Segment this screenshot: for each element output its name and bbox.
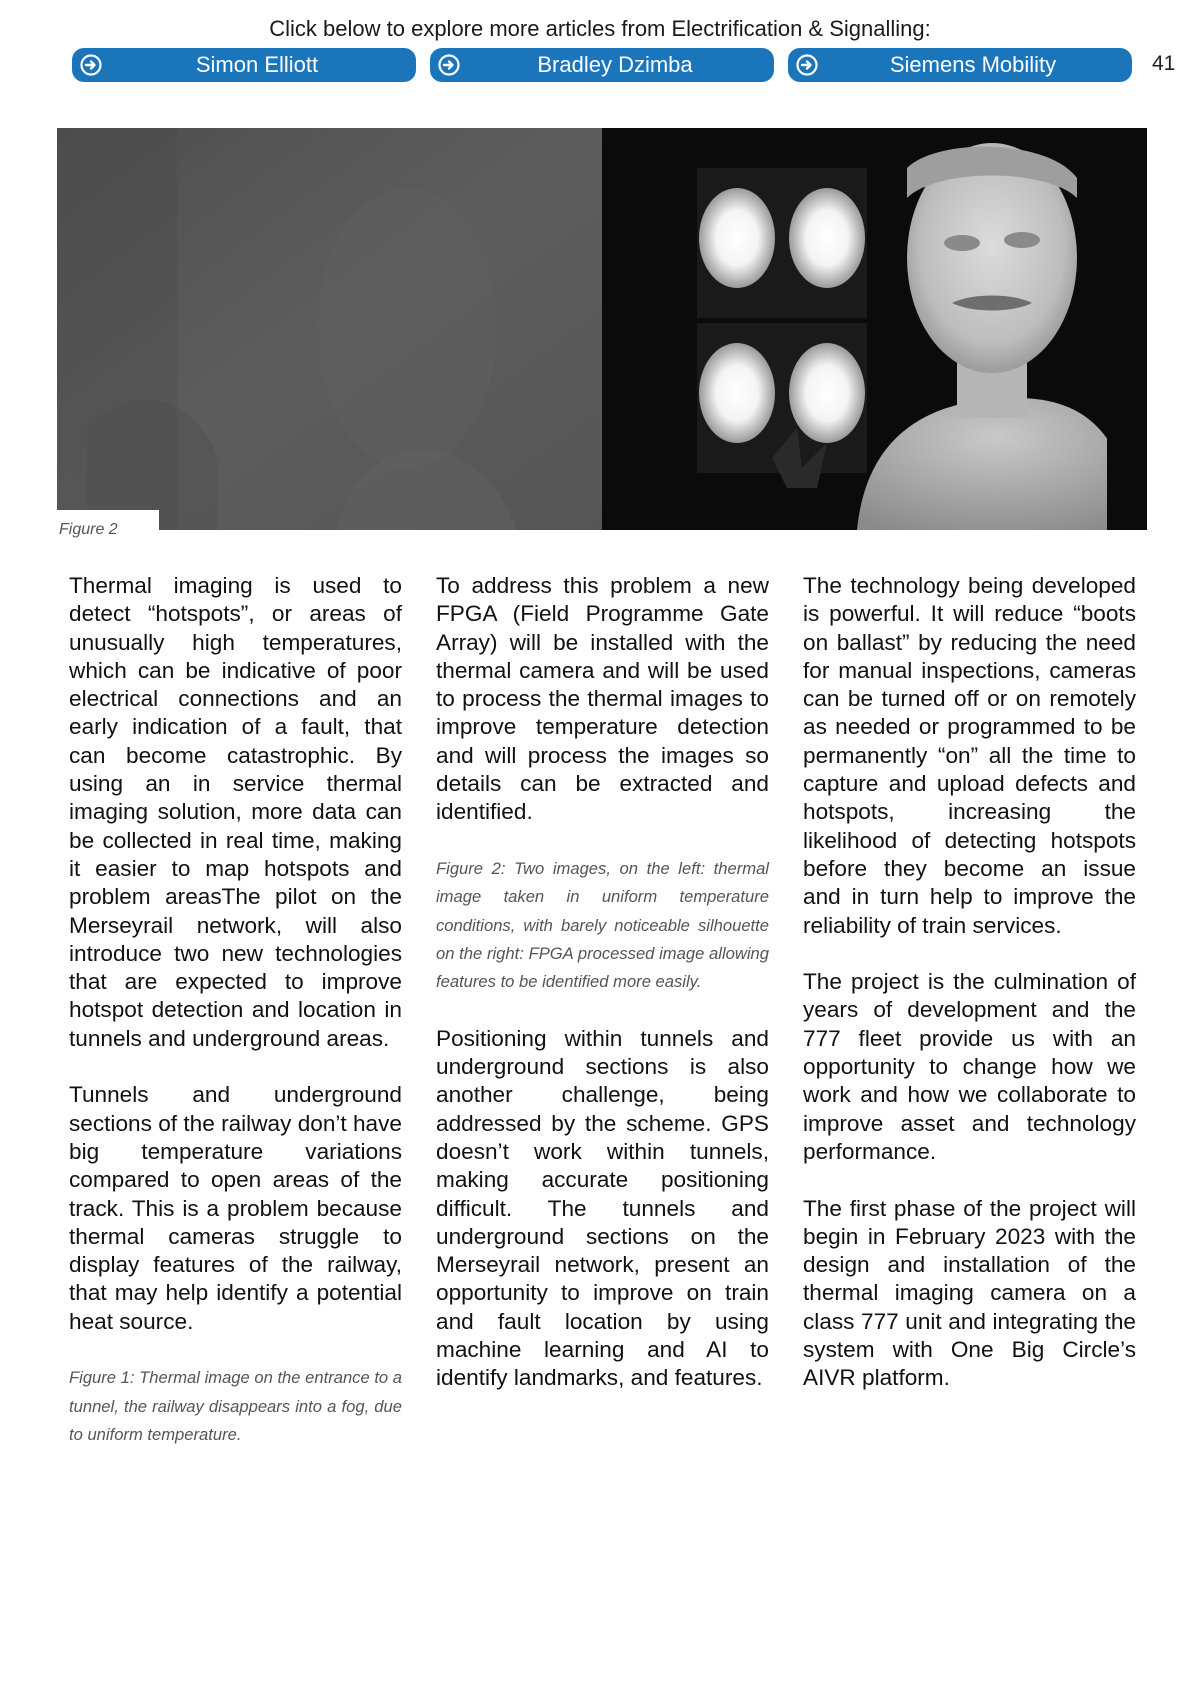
thermal-image-pair (57, 128, 1147, 530)
paragraph: Positioning within tunnels and underground sections is also another challenge, being addressed by the scheme. GPS doesn’t work within tunnels, making accurate positioning difficult. The tunnels and underground sections on the Merseyrail network, present an opportunity to improve on train and fault location by using machine learning and AI to identify landmarks, and features. (436, 1025, 769, 1391)
right-fpga-processed-image (602, 128, 1147, 530)
figure-2-caption: Figure 2: Two images, on the left: thermal image taken in uniform temperature conditions, with barely noticeable silhouette on the right: FPGA processed image allowing features to be identified more easily. (436, 858, 769, 992)
left-thermal-image (57, 128, 602, 530)
arrow-right-circle-icon (438, 54, 460, 76)
figure-2-thermal-images (57, 128, 1147, 530)
link-siemens-mobility[interactable] (788, 48, 1132, 82)
article-column-1 (69, 572, 402, 1478)
link-bradley-dzimba[interactable] (430, 48, 774, 82)
related-articles-prompt: Click below to explore more articles from Electrification & Signalling: (269, 16, 931, 41)
paragraph: Tunnels and underground sections of the railway don’t have big temperature variations compared to open areas of the track. This is a problem because thermal cameras struggle to display features of the railway, that may help identify a potential heat source. (69, 1082, 402, 1334)
paragraph: The project is the culmination of years of development and the 777 fleet provide us with an opportunity to change how we work and how we collaborate to improve asset and technology performance. (803, 969, 1136, 1164)
link-label: Bradley Dzimba (537, 52, 693, 77)
page-number: 41 (1152, 52, 1176, 75)
article-column-3 (803, 572, 1136, 1421)
paragraph: The technology being developed is powerful. It will reduce “boots on ballast” by reducing the need for manual inspections, cameras can be turned off or on remotely as needed or programmed to be permanently “on” all the time to capture and upload defects and hotspots, increasing the likelihood of detecting hotspots before they become an issue and in turn help to improve the reliability of train services. (803, 573, 1136, 938)
paragraph: To address this problem a new FPGA (Field Programme Gate Array) will be installed with the thermal camera and will be used to process the thermal images to improve temperature detection and will process the images so details can be extracted and identified. (436, 573, 769, 825)
link-simon-elliott[interactable] (72, 48, 416, 82)
figure-label: Figure 2 (59, 521, 118, 538)
article-column-2 (436, 572, 769, 1421)
arrow-right-circle-icon (796, 54, 818, 76)
figure-1-caption: Figure 1: Thermal image on the entrance to a tunnel, the railway disappears into a fog, due to uniform temperature. (69, 1368, 402, 1444)
paragraph: The first phase of the project will begin in February 2023 with the design and installation of the thermal imaging camera on a class 777 unit and integrating the system with One Big Circle’s AIVR platform. (803, 1195, 1136, 1391)
arrow-right-circle-icon (80, 54, 102, 76)
paragraph: Thermal imaging is used to detect “hotspots”, or areas of unusually high temperatures, which can be indicative of poor electrical connections and an early indication of a fault, that can become catastrophic. By using an in service thermal imaging solution, more data can be collected in real time, making it easier to map hotspots and problem areasThe pilot on the Merseyrail network, will also introduce two new technologies that are expected to improve hotspot detection and location in tunnels and underground areas. (69, 573, 402, 1051)
link-label: Siemens Mobility (889, 52, 1057, 77)
link-label: Simon Elliott (195, 52, 319, 77)
